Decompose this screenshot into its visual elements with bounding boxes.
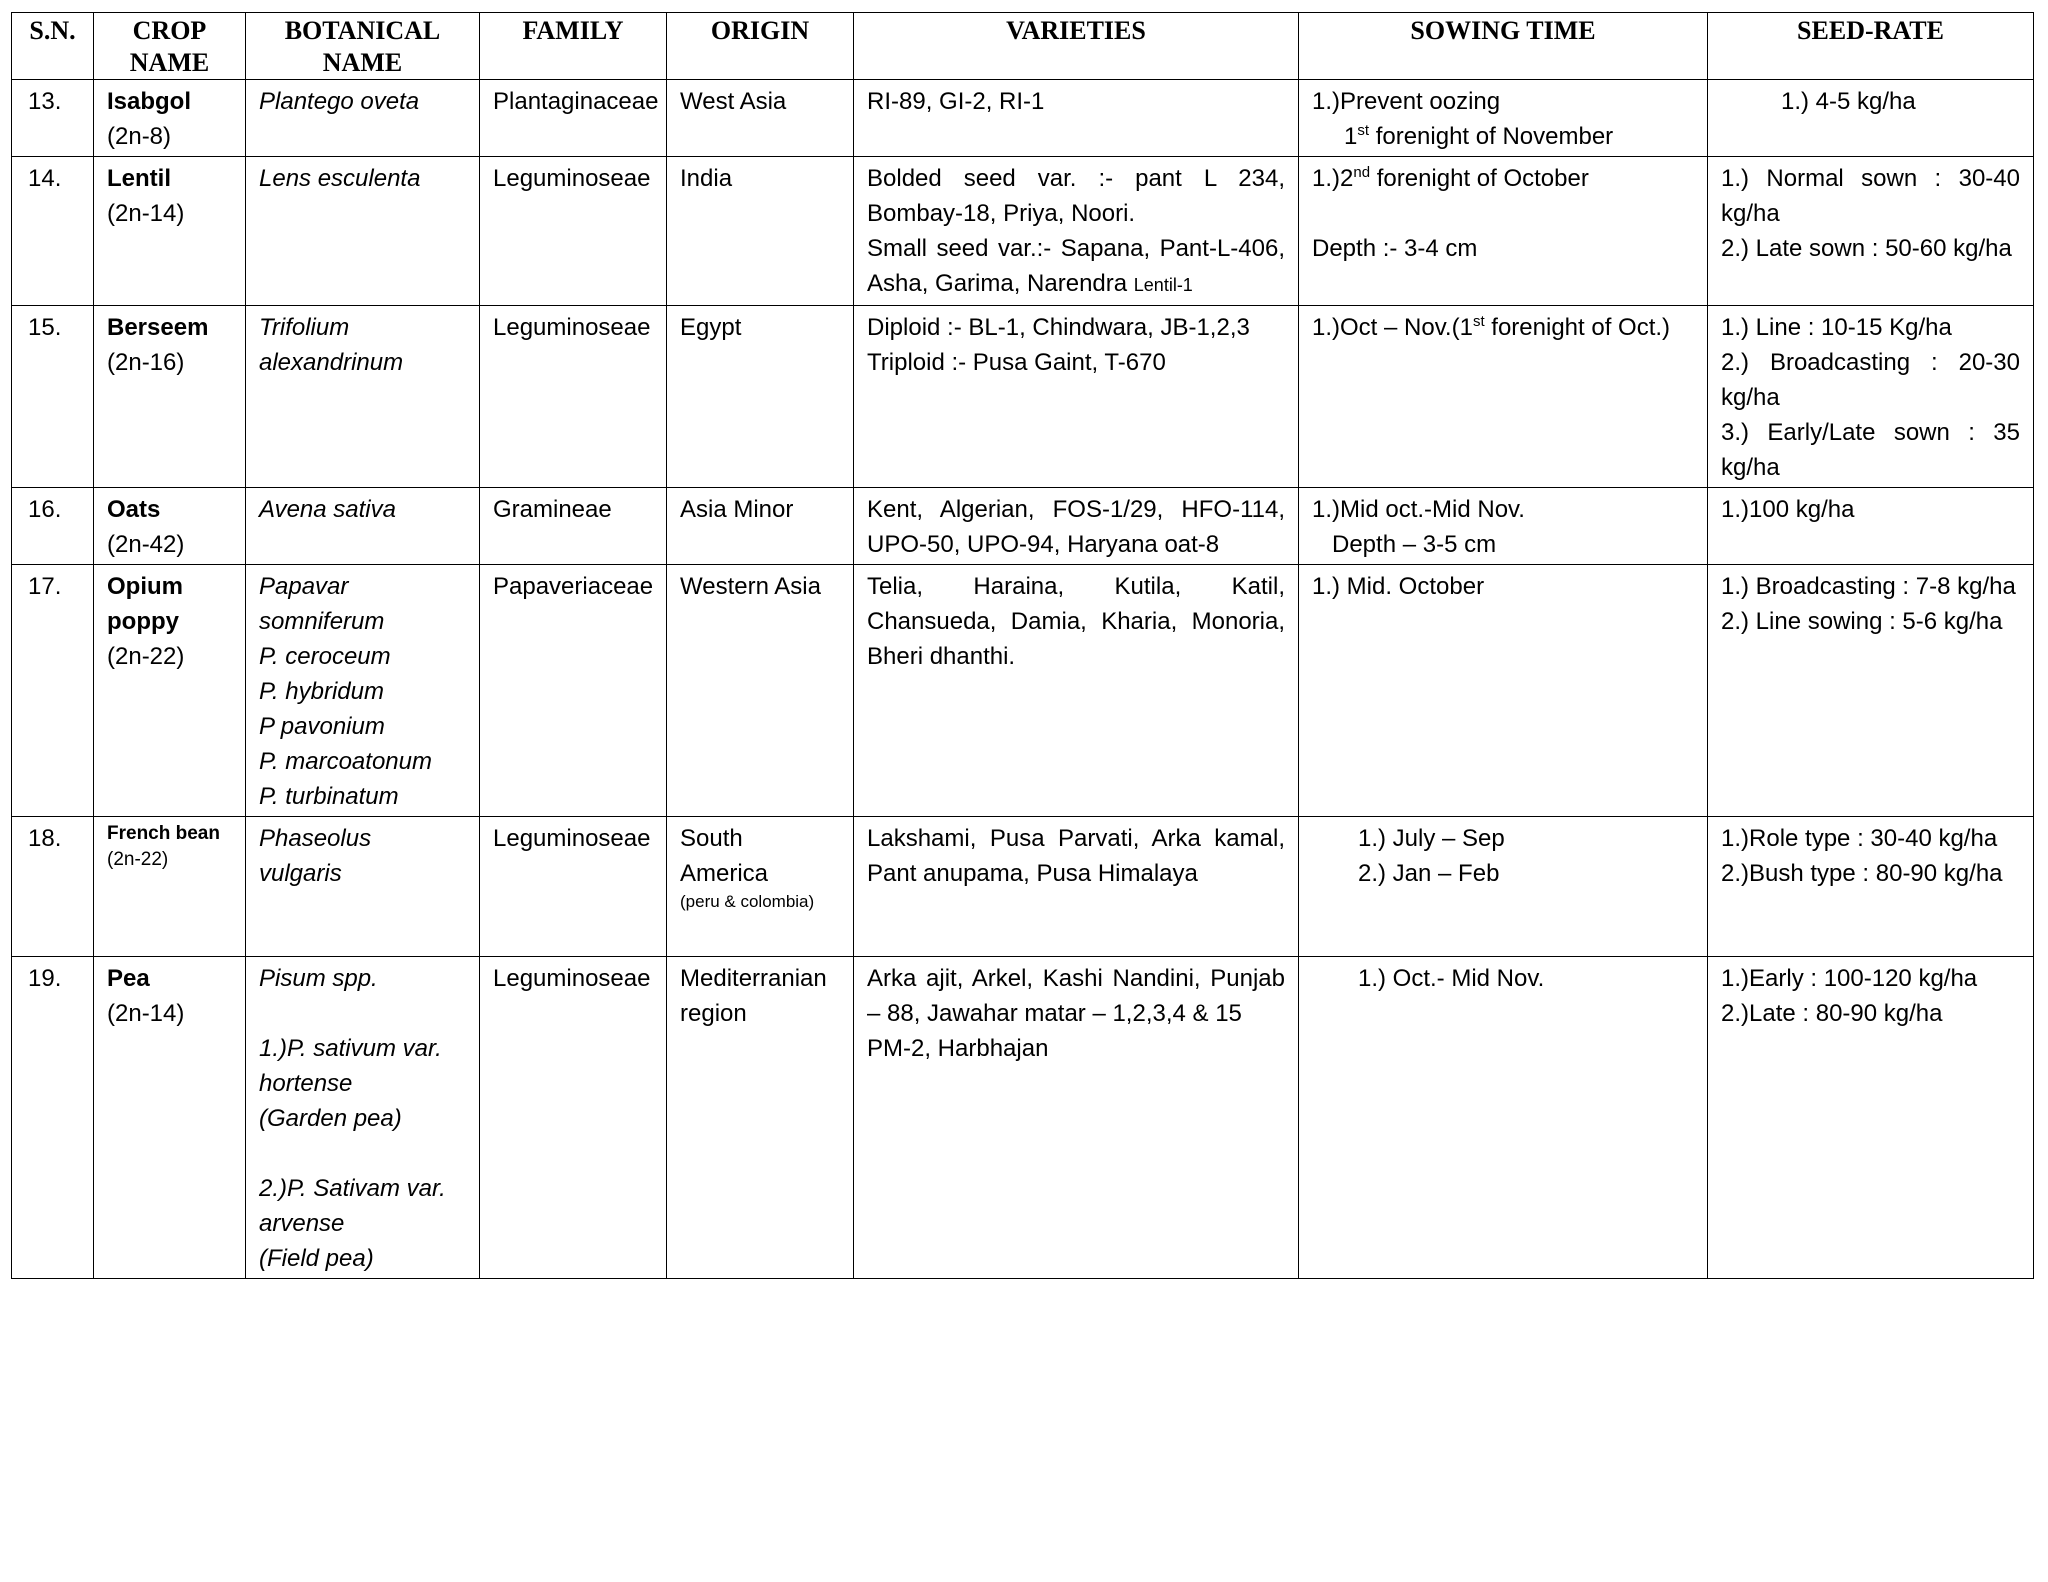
crop-table xyxy=(11,12,2034,1279)
botanical-cell: Lens esculenta xyxy=(246,157,480,306)
sowing-text: 1.)Oct – Nov.(1 xyxy=(1312,314,1473,341)
header-botanical-name: BOTANICAL NAME xyxy=(246,13,480,80)
varieties-cell: Kent, Algerian, FOS-1/29, HFO-114, UPO-50, UPO-94, Haryana oat-8 xyxy=(854,488,1299,565)
botanical-line: (Field pea) xyxy=(259,1245,374,1272)
header-family: FAMILY xyxy=(480,13,667,80)
seed-rate-cell xyxy=(1708,957,2034,1279)
seed-rate-cell xyxy=(1708,306,2034,488)
botanical-line: P. ceroceum xyxy=(259,643,391,670)
sn-cell: 18. xyxy=(12,817,94,957)
seed-rate-line: 1.)Role type : 30-40 kg/ha xyxy=(1721,825,1998,852)
superscript: st xyxy=(1472,313,1485,330)
crop-name: Opium xyxy=(107,573,183,600)
sowing-line: Depth – 3-5 cm xyxy=(1332,531,1497,558)
sn-cell: 13. xyxy=(12,80,94,157)
botanical-cell xyxy=(246,565,480,817)
origin-cell: Western Asia xyxy=(667,565,854,817)
botanical-cell: Avena sativa xyxy=(246,488,480,565)
crop-name: Pea xyxy=(107,965,150,992)
botanical-line: Trifolium xyxy=(259,314,350,341)
sowing-text: 1 xyxy=(1344,123,1358,150)
crop-cell xyxy=(94,817,246,957)
sowing-time-cell xyxy=(1299,80,1708,157)
table-row xyxy=(12,306,2034,488)
sowing-time-cell xyxy=(1299,157,1708,306)
varieties-line: Bolded seed var. :- pant L 234, Bombay-18, Priya, Noori. xyxy=(867,165,1285,227)
origin-note: (peru & colombia) xyxy=(680,892,815,911)
botanical-cell: Plantego oveta xyxy=(246,80,480,157)
sowing-line: 2.) Jan – Feb xyxy=(1358,860,1500,887)
botanical-cell xyxy=(246,817,480,957)
chromosome-number: (2n-14) xyxy=(107,200,185,227)
seed-rate-cell xyxy=(1708,817,2034,957)
seed-rate-line: 1.) Line : 10-15 Kg/ha xyxy=(1721,314,1952,341)
sowing-line: Depth :- 3-4 cm xyxy=(1312,235,1478,262)
botanical-line: P. marcoatonum xyxy=(259,748,432,775)
crop-cell xyxy=(94,80,246,157)
botanical-line: Phaseolus xyxy=(259,825,372,852)
botanical-line: 1.)P. sativum var. xyxy=(259,1035,442,1062)
seed-rate-line: 1.) Normal sown : 30-40 kg/ha xyxy=(1721,165,2020,227)
varieties-line: PM-2, Harbhajan xyxy=(867,1035,1049,1062)
botanical-cell xyxy=(246,957,480,1279)
table-row xyxy=(12,565,2034,817)
sowing-time-cell: 1.) Mid. October xyxy=(1299,565,1708,817)
table-row xyxy=(12,957,2034,1279)
header-varieties: VARIETIES xyxy=(854,13,1299,80)
family-cell: Plantaginaceae xyxy=(480,80,667,157)
seed-rate-line: 2.)Bush type : 80-90 kg/ha xyxy=(1721,860,2003,887)
sn-cell: 19. xyxy=(12,957,94,1279)
varieties-line: Triploid :- Pusa Gaint, T-670 xyxy=(867,349,1166,376)
origin-line: Mediterranian xyxy=(680,965,827,992)
chromosome-number: (2n-22) xyxy=(107,849,169,870)
sn-cell: 17. xyxy=(12,565,94,817)
varieties-cell: RI-89, GI-2, RI-1 xyxy=(854,80,1299,157)
crop-name: Isabgol xyxy=(107,88,192,115)
origin-line: America xyxy=(680,860,769,887)
sowing-time-cell xyxy=(1299,817,1708,957)
varieties-cell: Telia, Haraina, Kutila, Katil, Chansueda, Damia, Kharia, Monoria, Bheri dhanthi. xyxy=(854,565,1299,817)
sowing-time-cell xyxy=(1299,488,1708,565)
botanical-line: Papavar xyxy=(259,573,349,600)
varieties-cell xyxy=(854,306,1299,488)
crop-name: Berseem xyxy=(107,314,209,341)
origin-cell: India xyxy=(667,157,854,306)
family-cell: Leguminoseae xyxy=(480,157,667,306)
origin-cell xyxy=(667,817,854,957)
chromosome-number: (2n-8) xyxy=(107,123,172,150)
sowing-text: forenight of Oct.) xyxy=(1484,314,1671,341)
family-cell: Leguminoseae xyxy=(480,957,667,1279)
botanical-line: alexandrinum xyxy=(259,349,404,376)
seed-rate-line: 1.) 4-5 kg/ha xyxy=(1781,88,1916,115)
sowing-time-cell xyxy=(1299,957,1708,1279)
botanical-line: somniferum xyxy=(259,608,385,635)
varieties-line: Arka ajit, Arkel, Kashi Nandini, Punjab – 88, Jawahar matar – 1,2,3,4 & 15 xyxy=(867,965,1285,1027)
header-row xyxy=(12,13,2034,80)
botanical-line: arvense xyxy=(259,1210,345,1237)
sn-cell: 16. xyxy=(12,488,94,565)
seed-rate-line: 2.) Late sown : 50-60 kg/ha xyxy=(1721,235,2012,262)
varieties-cell xyxy=(854,957,1299,1279)
seed-rate-line: 1.) Broadcasting : 7-8 kg/ha xyxy=(1721,573,2016,600)
botanical-cell xyxy=(246,306,480,488)
origin-cell xyxy=(667,957,854,1279)
origin-cell: Egypt xyxy=(667,306,854,488)
seed-rate-cell xyxy=(1708,157,2034,306)
varieties-line: Diploid :- BL-1, Chindwara, JB-1,2,3 xyxy=(867,314,1250,341)
superscript: nd xyxy=(1353,164,1371,181)
varieties-cell xyxy=(854,157,1299,306)
origin-line: South xyxy=(680,825,743,852)
varieties-text: Small seed var.:- Sapana, Pant-L-406, Asha, Garima, Narendra xyxy=(867,235,1285,297)
crop-cell xyxy=(94,957,246,1279)
seed-rate-cell: 1.)100 kg/ha xyxy=(1708,488,2034,565)
origin-line: region xyxy=(680,1000,747,1027)
seed-rate-cell xyxy=(1708,80,2034,157)
crop-cell xyxy=(94,157,246,306)
sowing-time-cell xyxy=(1299,306,1708,488)
family-cell: Leguminoseae xyxy=(480,306,667,488)
botanical-line: 2.)P. Sativam var. xyxy=(259,1175,446,1202)
varieties-text-small: Lentil-1 xyxy=(1133,275,1193,295)
chromosome-number: (2n-14) xyxy=(107,1000,185,1027)
crop-name: Lentil xyxy=(107,165,171,192)
origin-cell: Asia Minor xyxy=(667,488,854,565)
crop-name: Oats xyxy=(107,496,161,523)
family-cell: Gramineae xyxy=(480,488,667,565)
sowing-line xyxy=(1312,161,1694,196)
botanical-line: P. hybridum xyxy=(259,678,384,705)
table-row xyxy=(12,817,2034,957)
seed-rate-line: 2.)Late : 80-90 kg/ha xyxy=(1721,1000,1943,1027)
crop-name: French bean xyxy=(107,823,220,844)
seed-rate-line: 1.)Early : 100-120 kg/ha xyxy=(1721,965,1978,992)
botanical-line: Pisum spp. xyxy=(259,965,378,992)
superscript: st xyxy=(1357,122,1370,139)
table-row xyxy=(12,157,2034,306)
crop-cell xyxy=(94,306,246,488)
sn-cell: 14. xyxy=(12,157,94,306)
header-crop-name: CROP NAME xyxy=(94,13,246,80)
header-origin: ORIGIN xyxy=(667,13,854,80)
crop-name: poppy xyxy=(107,608,179,635)
chromosome-number: (2n-22) xyxy=(107,643,185,670)
family-cell: Leguminoseae xyxy=(480,817,667,957)
seed-rate-cell xyxy=(1708,565,2034,817)
botanical-line: hortense xyxy=(259,1070,353,1097)
chromosome-number: (2n-16) xyxy=(107,349,185,376)
header-sn: S.N. xyxy=(12,13,94,80)
origin-cell: West Asia xyxy=(667,80,854,157)
botanical-line: P pavonium xyxy=(259,713,385,740)
botanical-line: P. turbinatum xyxy=(259,783,399,810)
sowing-line xyxy=(1312,119,1694,154)
varieties-line xyxy=(867,231,1285,303)
seed-rate-line: 3.) Early/Late sown : 35 kg/ha xyxy=(1721,419,2020,481)
header-seed-rate: SEED-RATE xyxy=(1708,13,2034,80)
botanical-line: (Garden pea) xyxy=(259,1105,402,1132)
botanical-line: vulgaris xyxy=(259,860,342,887)
sn-cell: 15. xyxy=(12,306,94,488)
varieties-cell: Lakshami, Pusa Parvati, Arka kamal, Pant anupama, Pusa Himalaya xyxy=(854,817,1299,957)
sowing-text: 1.)2 xyxy=(1312,165,1354,192)
sowing-line: 1.) July – Sep xyxy=(1358,825,1505,852)
crop-cell xyxy=(94,565,246,817)
table-row xyxy=(12,80,2034,157)
table-row xyxy=(12,488,2034,565)
sowing-line: 1.) Oct.- Mid Nov. xyxy=(1358,965,1545,992)
sowing-text: forenight of November xyxy=(1369,123,1614,150)
sowing-line: 1.)Mid oct.-Mid Nov. xyxy=(1312,496,1525,523)
chromosome-number: (2n-42) xyxy=(107,531,185,558)
family-cell: Papaveriaceae xyxy=(480,565,667,817)
seed-rate-line: 2.) Broadcasting : 20-30 kg/ha xyxy=(1721,349,2020,411)
crop-cell xyxy=(94,488,246,565)
seed-rate-line: 2.) Line sowing : 5-6 kg/ha xyxy=(1721,608,2003,635)
sowing-text: forenight of October xyxy=(1370,165,1589,192)
header-sowing-time: SOWING TIME xyxy=(1299,13,1708,80)
sowing-line: 1.)Prevent oozing xyxy=(1312,88,1501,115)
